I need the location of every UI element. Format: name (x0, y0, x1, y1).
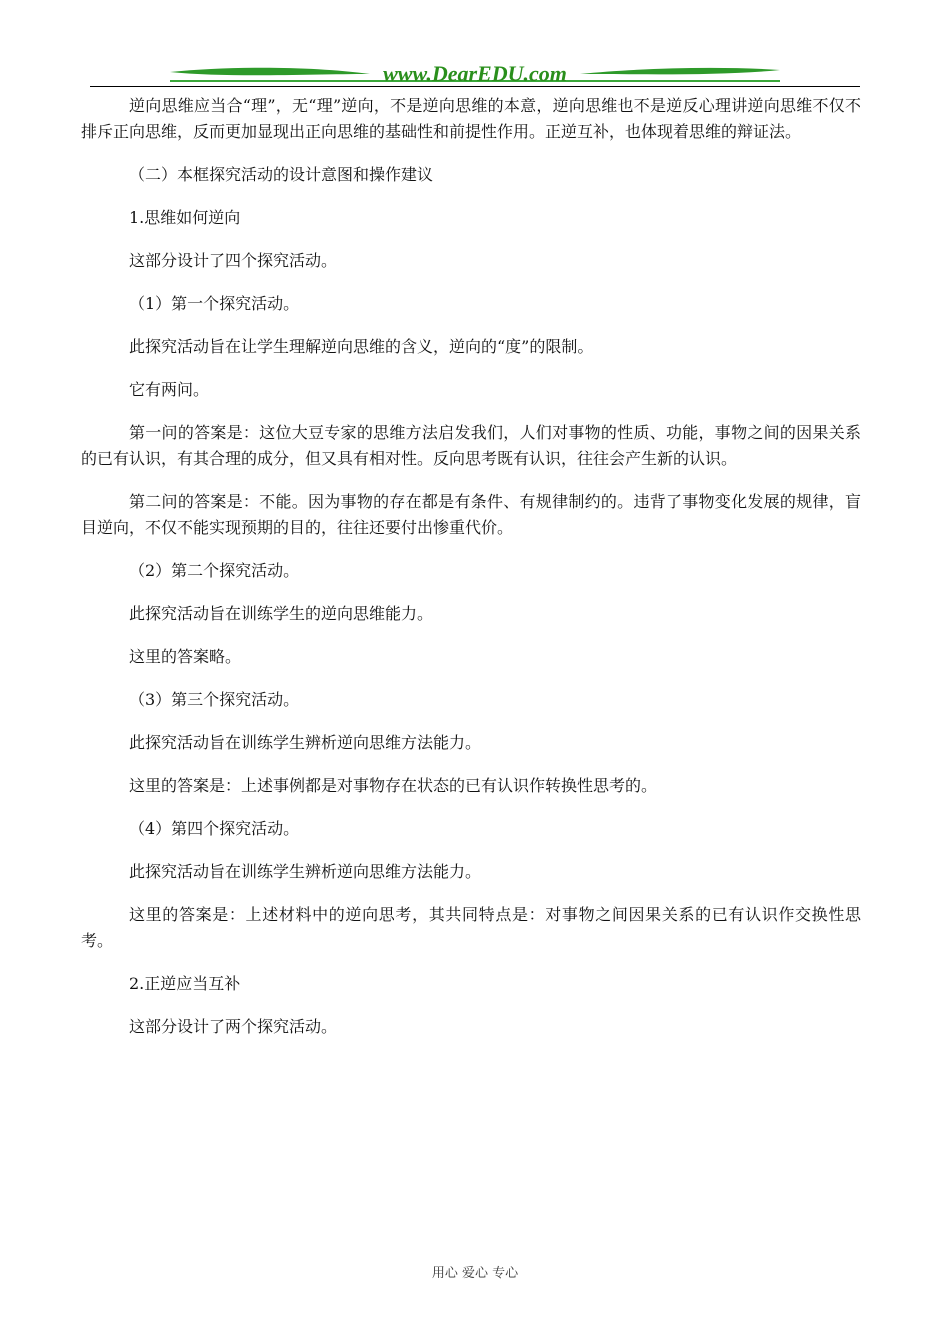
paragraph: 第一问的答案是：这位大豆专家的思维方法启发我们，人们对事物的性质、功能，事物之间的因果关系的已有认识，有其合理的成分，但又具有相对性。反向思考既有认识，往往会产生新的认识。 (81, 423, 861, 468)
activity-heading: （2）第二个探究活动。 (129, 561, 300, 580)
subsection-heading: 1.思维如何逆向 (129, 208, 241, 227)
activity-heading: （1）第一个探究活动。 (129, 294, 300, 313)
site-logo (170, 62, 780, 88)
paragraph: 这里的答案是：上述材料中的逆向思考，其共同特点是：对事物之间因果关系的已有认识作交换性思考。 (81, 905, 861, 950)
paragraph: 第二问的答案是：不能。因为事物的存在都是有条件、有规律制约的。违背了事物变化发展的规律，盲目逆向，不仅不能实现预期的目的，往往还要付出惨重代价。 (81, 492, 861, 537)
logo-right-swoosh (580, 68, 780, 74)
paragraph: 这里的答案是：上述事例都是对事物存在状态的已有认识作转换性思考的。 (129, 776, 658, 795)
document-body (81, 93, 861, 1057)
paragraph: 此探究活动旨在训练学生辨析逆向思维方法能力。 (129, 733, 482, 752)
paragraph: 逆向思维应当合“理”，无“理”逆向，不是逆向思维的本意，逆向思维也不是逆反心理讲逆向思维不仅不排斥正向思维，反而更加显现出正向思维的基础性和前提性作用。正逆互补，也体现着思维的辩证法。 (81, 96, 861, 141)
logo-left-swoosh (170, 68, 370, 76)
activity-heading: （4）第四个探究活动。 (129, 819, 300, 838)
section-heading: （二）本框探究活动的设计意图和操作建议 (129, 165, 434, 184)
paragraph: 此探究活动旨在训练学生的逆向思维能力。 (129, 604, 434, 623)
paragraph: 此探究活动旨在让学生理解逆向思维的含义，逆向的“度”的限制。 (129, 337, 594, 356)
paragraph: 它有两问。 (129, 380, 210, 399)
page-footer: 用心 爱心 专心 (431, 1266, 519, 1281)
header-rule (90, 86, 860, 87)
paragraph: 这里的答案略。 (129, 647, 242, 666)
logo-text: www.DearEDU.com (383, 62, 567, 86)
paragraph: 这部分设计了两个探究活动。 (129, 1017, 338, 1036)
paragraph: 此探究活动旨在训练学生辨析逆向思维方法能力。 (129, 862, 482, 881)
activity-heading: （3）第三个探究活动。 (129, 690, 300, 709)
paragraph: 这部分设计了四个探究活动。 (129, 251, 338, 270)
subsection-heading: 2.正逆应当互补 (129, 974, 241, 993)
